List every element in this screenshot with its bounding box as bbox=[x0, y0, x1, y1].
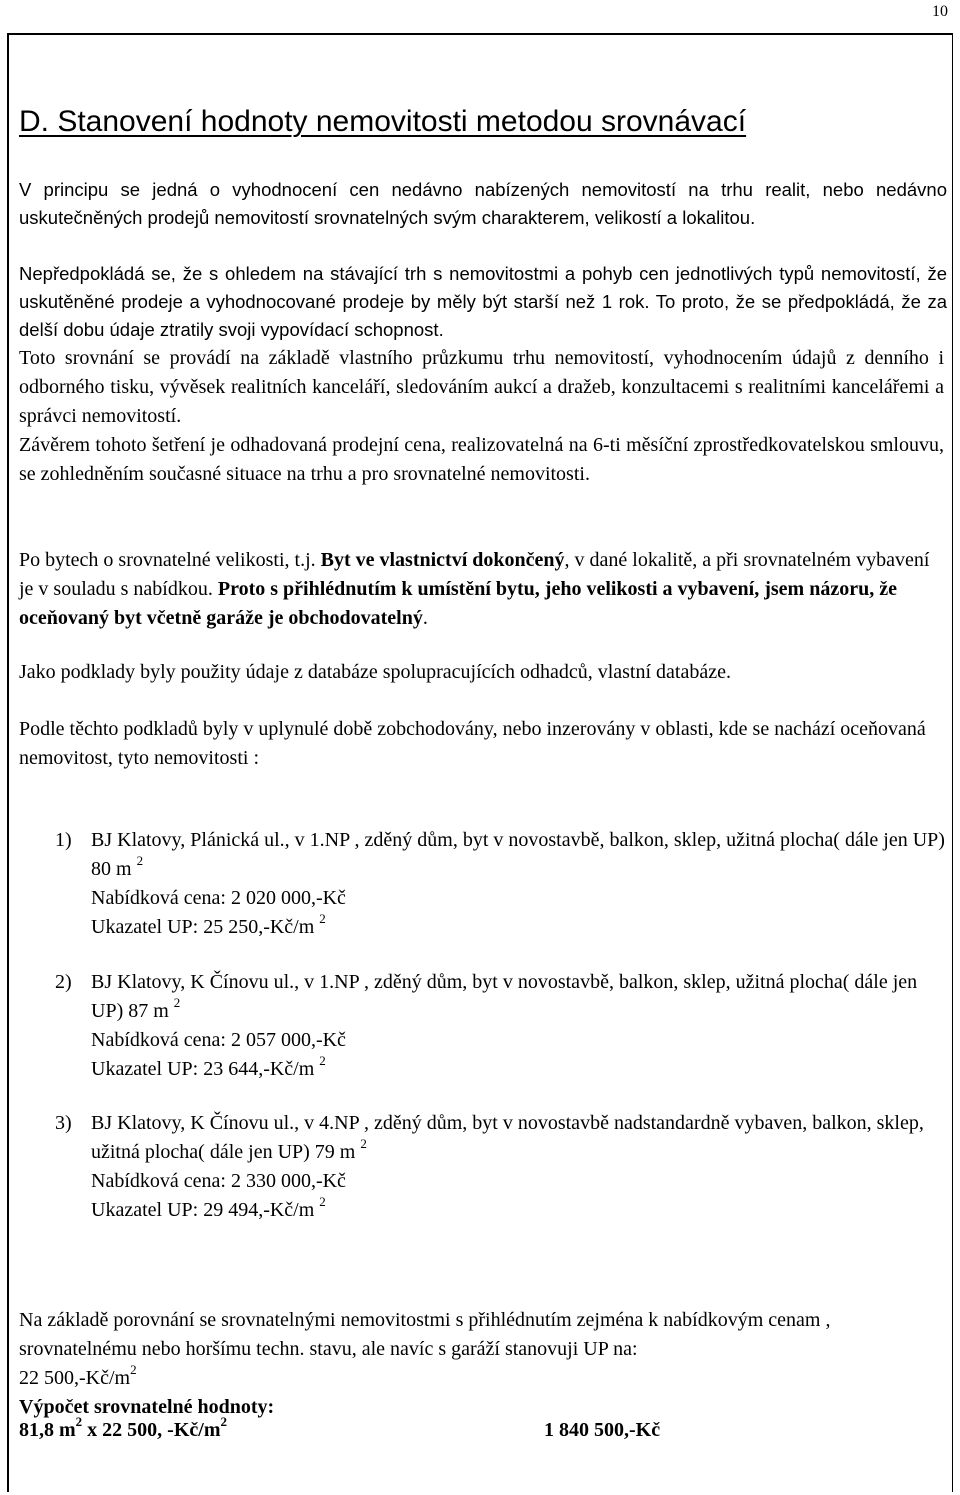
item-price: Nabídková cena: 2 020 000,-Kč bbox=[91, 887, 346, 909]
condition-paragraph bbox=[19, 546, 944, 633]
intro-paragraph-2: Nepředpokládá se, že s ohledem na stávající trh s nemovitostmi a pohyb cen jednotlivých typů nemovitostí, že uskutěněné prodeje a vyhodnocované prodeje by měly být starší než 1 rok. To proto, že se předpokládá, že za delší dobu údaje ztratily svoji vypovídací schopnost. bbox=[19, 263, 947, 340]
survey-paragraph-2: Závěrem tohoto šetření je odhadovaná prodejní cena, realizovatelná na 6-ti měsíční zprostředkovatelskou smlouvu, se zohledněním současné situace na trhu a pro srovnatelné nemovitosti. bbox=[19, 434, 944, 485]
sources-paragraph: Jako podklady byly použity údaje z databáze spolupracujících odhadců, vlastní databáze. bbox=[19, 661, 731, 683]
list-item bbox=[55, 1109, 945, 1225]
conclusion-paragraph: Na základě porovnání se srovnatelnými nemovitostmi s přihlédnutím zejména k nabídkovým cenam , srovnatelnému nebo horšímu techn. stavu, ale navíc s garáží stanovuji UP na: bbox=[19, 1309, 831, 1360]
item-unit-price: Ukazatel UP: 25 250,-Kč/m $^2$ bbox=[91, 911, 326, 938]
item-price: Nabídková cena: 2 330 000,-Kč bbox=[91, 1170, 346, 1192]
basis-paragraph: Podle těchto podkladů byly v uplynulé době zobchodovány, nebo inzerovány v oblasti, kde se nachází oceňovaná nemovitost, tyto nemovitosti : bbox=[19, 718, 926, 769]
item-unit-price: Ukazatel UP: 29 494,-Kč/m $^2$ bbox=[91, 1194, 326, 1221]
item-number: 3) bbox=[55, 1112, 72, 1134]
item-number: 2) bbox=[55, 971, 72, 993]
item-description: BJ Klatovy, K Čínovu ul., v 4.NP , zděný dům, byt v novostavbě nadstandardně vybaven, balkon, sklep, užitná plocha( dále jen UP) 79 m $^2$ bbox=[91, 1112, 924, 1163]
section-heading: D. Stanovení hodnoty nemovitosti metodou srovnávací bbox=[19, 105, 747, 138]
calculation-formula: 81,8 $m^2$ x 22 500, $-Kč/m^2$ bbox=[19, 1414, 227, 1441]
calculation-result: 1 840 500,-Kč bbox=[544, 1419, 661, 1441]
item-number: 1) bbox=[55, 829, 72, 851]
page-number: 10 bbox=[932, 3, 948, 20]
item-price: Nabídková cena: 2 057 000,-Kč bbox=[91, 1029, 346, 1051]
item-unit-price: Ukazatel UP: 23 644,-Kč/m $^2$ bbox=[91, 1053, 326, 1080]
intro-paragraph-1: V principu se jedná o vyhodnocení cen nedávno nabízených nemovitostí na trhu realit, nebo nedávno uskutečněných prodejů nemovitostí srovnatelných svým charakterem, velikostí a lokalitou. bbox=[19, 179, 947, 228]
condition-bold-1: Byt ve vlastnictví dokončený bbox=[320, 549, 565, 571]
condition-text-2: , v dané lokalitě, a při srovnatelném vybavení je v souladu s nabídkou. bbox=[19, 549, 930, 600]
item-description: BJ Klatovy, K Čínovu ul., v 1.NP , zděný dům, byt v novostavbě, balkon, sklep, užitná plocha( dále jen UP) 87 m $^2$ bbox=[91, 971, 918, 1022]
list-item bbox=[55, 968, 945, 1084]
calculation-title: Výpočet srovnatelné hodnoty: bbox=[19, 1396, 275, 1418]
calculation-line bbox=[19, 1414, 944, 1449]
condition-text-1: Po bytech o srovnatelné velikosti, t.j. bbox=[19, 549, 321, 571]
condition-bold-2: Proto s přihlédnutím k umístění bytu, jeho velikosti a vybavení, jsem názoru, že oceňovaný byt včetně garáže je obchodovatelný bbox=[19, 578, 897, 629]
item-description: BJ Klatovy, Plánická ul., v 1.NP , zděný dům, byt v novostavbě, balkon, sklep, užitná plocha( dále jen UP) 80 m $^2$ bbox=[91, 829, 945, 880]
survey-paragraph-1: Toto srovnání se provádí na základě vlastního průzkumu trhu nemovitostí, vyhodnocením údajů z denního i odborného tisku, vývěsek realitních kanceláří, sledováním aukcí a dražeb, konzultacemi s realitními kancelářemi a správci nemovitostí. bbox=[19, 347, 944, 427]
list-item bbox=[55, 826, 945, 942]
condition-text-3: . bbox=[422, 607, 428, 629]
unit-price-value: 22 $500,-Kč/m^2$ bbox=[19, 1362, 137, 1389]
